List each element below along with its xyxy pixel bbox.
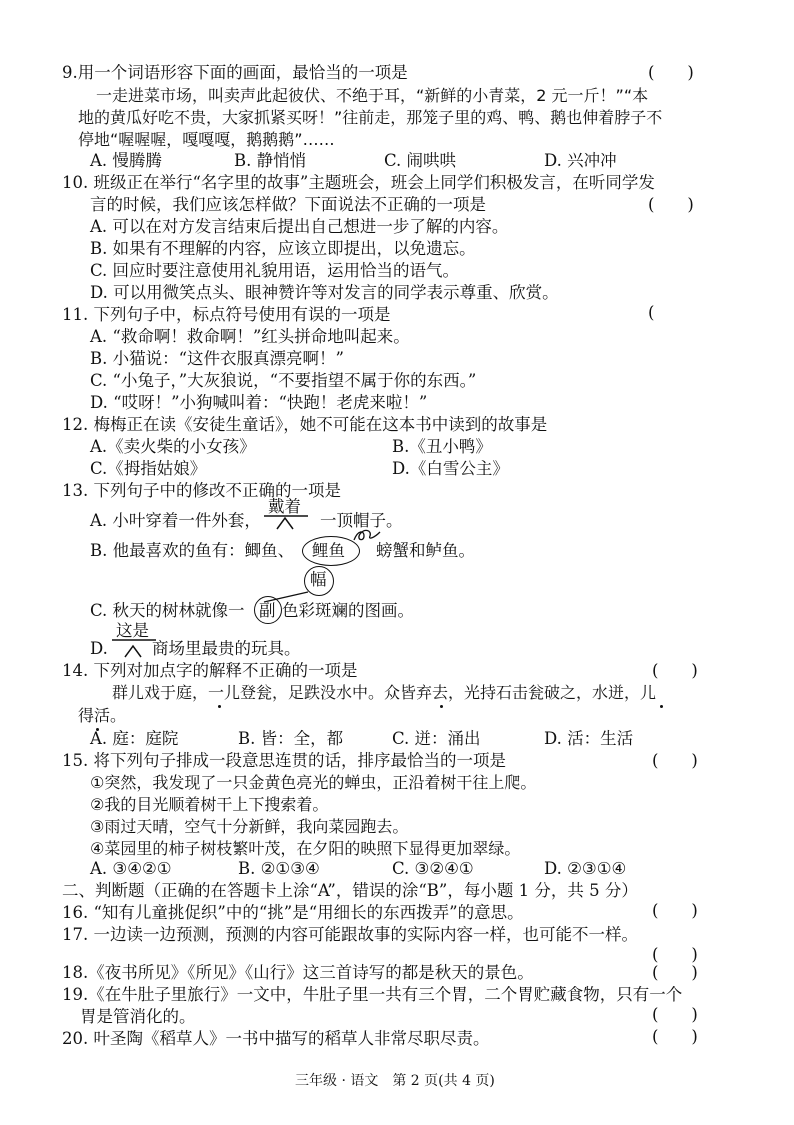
q15-option-c: C. ③②④① bbox=[392, 859, 474, 878]
q11-option-b: B. 小猫说：“这件衣服真漂亮啊！” bbox=[90, 349, 344, 368]
q9-passage-line-2: 地的黄瓜好吃不贵，大家抓紧买呀！”往前走，那笼子里的鸡、鸭、鹅也伸着脖子不 bbox=[78, 108, 663, 127]
q10-option-c: C. 回应时要注意使用礼貌用语，运用恰当的语气。 bbox=[90, 261, 460, 280]
q13-option-a-before: A. 小叶穿着一件外套， bbox=[90, 511, 261, 530]
q13-option-b-after: 螃蟹和鲈鱼。 bbox=[376, 541, 475, 560]
q13-option-a-after: 一顶帽子。 bbox=[320, 511, 403, 530]
q20-text: 20. 叶圣陶《稻草人》一书中描写的稻草人非常尽职尽责。 bbox=[62, 1029, 490, 1048]
q14-passage-line-1: 群儿戏于庭，一儿登瓮，足跌没水中。众皆弃去，光持石击瓮破之，水迸，儿 bbox=[112, 683, 657, 702]
q15-stem: 15. 将下列句子排成一段意思连贯的话，排序最恰当的一项是 bbox=[62, 751, 506, 770]
q10-option-d: D. 可以用微笑点头、眼神赞许等对发言的同学表示尊重、欣赏。 bbox=[90, 283, 559, 302]
q13-option-b-circled: 鲤鱼 bbox=[312, 541, 345, 560]
q10-option-a: A. 可以在对方发言结束后提出自己想进一步了解的内容。 bbox=[90, 217, 509, 236]
q13-option-d-before: D. bbox=[90, 639, 108, 658]
q12-option-d: D.《白雪公主》 bbox=[392, 459, 509, 478]
q11-option-d: D. “哎呀！”小狗喊叫着：“快跑！老虎来啦！” bbox=[90, 393, 428, 412]
q20-answer-paren: ( ) bbox=[652, 1027, 698, 1046]
q13-option-d-after: 商场里最贵的玩具。 bbox=[152, 639, 301, 658]
q14-stem: 14. 下列对加点字的解释不正确的一项是 bbox=[62, 661, 358, 680]
q9-option-b: B. 静悄悄 bbox=[234, 151, 307, 170]
q13-a-insert-word: 戴着 bbox=[268, 497, 301, 516]
q12-stem: 12. 梅梅正在读《安徒生童话》，她不可能在这本书中读到的故事是 bbox=[62, 415, 548, 434]
q12-option-a: A.《卖火柴的小女孩》 bbox=[90, 437, 256, 456]
q13-d-insert-underline bbox=[112, 638, 156, 642]
q14-emphasis-dot bbox=[440, 705, 443, 708]
q11-option-c: C. “小兔子，”大灰狼说，“不要指望不属于你的东西。” bbox=[90, 371, 477, 390]
q18-text: 18.《夜书所见》《所见》《山行》这三首诗写的都是秋天的景色。 bbox=[62, 963, 534, 982]
q9-option-a: A. 慢腾腾 bbox=[90, 151, 162, 170]
page-footer: 三年级 · 语文 第 2 页(共 4 页) bbox=[295, 1073, 495, 1089]
q11-answer-paren: ( bbox=[648, 303, 655, 322]
q13-option-c-circled: 副 bbox=[259, 601, 276, 620]
q14-option-a: A. 庭：庭院 bbox=[90, 729, 179, 748]
q17-answer-paren: ( ) bbox=[652, 945, 698, 964]
q9-stem: 9.用一个词语形容下面的画面，最恰当的一项是 bbox=[62, 63, 408, 82]
q11-stem: 11. 下列句子中，标点符号使用有误的一项是 bbox=[62, 305, 391, 324]
q9-option-d: D. 兴冲冲 bbox=[544, 151, 617, 170]
q15-option-b: B. ②①③④ bbox=[238, 859, 320, 878]
q17-text: 17. 一边读一边预测，预测的内容可能跟故事的实际内容一样，也可能不一样。 bbox=[62, 925, 638, 944]
q15-sentence-3: ③雨过天晴，空气十分新鲜，我向菜园跑去。 bbox=[90, 817, 409, 836]
q15-option-d: D. ②③①④ bbox=[544, 859, 627, 878]
q15-sentence-4: ④菜园里的柿子树枝繁叶茂，在夕阳的映照下显得更加翠绿。 bbox=[90, 839, 521, 858]
q13-option-b-before: B. 他最喜欢的鱼有：鲫鱼、 bbox=[90, 541, 295, 560]
q13-c-insert-word: 幅 bbox=[310, 570, 327, 589]
q9-passage-line-3: 停地“喔喔喔，嘎嘎嘎，鹅鹅鹅”…… bbox=[78, 130, 335, 149]
q16-answer-paren: ( ) bbox=[652, 901, 698, 920]
q13-option-c-after: 色彩斑斓的图画。 bbox=[282, 601, 414, 620]
q14-answer-paren: ( ) bbox=[652, 661, 698, 680]
q13-d-insert-word: 这是 bbox=[116, 621, 149, 640]
q9-answer-paren: ( ) bbox=[648, 63, 694, 82]
q19-answer-paren: ( ) bbox=[652, 1005, 698, 1024]
q19-text-line-2: 胃是管消化的。 bbox=[80, 1007, 196, 1026]
q15-sentence-1: ①突然，我发现了一只金黄色亮光的蝉虫，正沿着树干往上爬。 bbox=[90, 773, 537, 792]
q15-option-a: A. ③④②① bbox=[90, 859, 172, 878]
q12-option-b: B.《丑小鸭》 bbox=[392, 437, 492, 456]
q10-stem-line-1: 10. 班级正在举行“名字里的故事”主题班会，班会上同学们积极发言，在听同学发 bbox=[62, 173, 655, 192]
q9-option-c: C. 闹哄哄 bbox=[384, 151, 457, 170]
q18-answer-paren: ( ) bbox=[652, 963, 698, 982]
q14-option-b: B. 皆：全，都 bbox=[238, 729, 344, 748]
q13-stem: 13. 下列句子中的修改不正确的一项是 bbox=[62, 481, 341, 500]
q13-d-caret-icon bbox=[124, 644, 142, 658]
q15-sentence-2: ②我的目光顺着树干上下搜索着。 bbox=[90, 795, 329, 814]
q14-passage-line-2: 得活。 bbox=[78, 706, 127, 725]
section-2-title: 二、判断题（正确的在答题卡上涂“A”，错误的涂“B”，每小题 1 分，共 5 分） bbox=[62, 881, 638, 900]
q9-passage-line-1: 一走进菜市场，叫卖声此起彼伏、不绝于耳，“新鲜的小青菜，2 元一斤！”“本 bbox=[96, 86, 649, 105]
q14-emphasis-dot bbox=[660, 705, 663, 708]
q10-answer-paren: ( ) bbox=[648, 195, 694, 214]
q10-stem-line-2: 言的时候，我们应该怎样做？下面说法不正确的一项是 bbox=[90, 195, 486, 214]
q10-option-b: B. 如果有不理解的内容，应该立即提出，以免遗忘。 bbox=[90, 239, 476, 258]
q16-text: 16. “知有儿童挑促织”中的“挑”是“用细长的东西拨弄”的意思。 bbox=[62, 903, 524, 922]
q19-text-line-1: 19.《在牛肚子里旅行》一文中，牛肚子里一共有三个胃，二个胃贮藏食物，只有一个 bbox=[62, 985, 683, 1004]
q12-option-c: C.《拇指姑娘》 bbox=[90, 459, 207, 478]
q13-a-caret-icon bbox=[276, 516, 294, 530]
q13-option-c-before: C. 秋天的树林就像一 bbox=[90, 601, 245, 620]
q14-option-c: C. 迸：涌出 bbox=[392, 729, 481, 748]
q15-answer-paren: ( ) bbox=[652, 751, 698, 770]
q14-option-d: D. 活：生活 bbox=[544, 729, 634, 748]
q14-emphasis-dot bbox=[218, 705, 221, 708]
q11-option-a: A. “救命啊！救命啊！”红头拼命地叫起来。 bbox=[90, 327, 410, 346]
